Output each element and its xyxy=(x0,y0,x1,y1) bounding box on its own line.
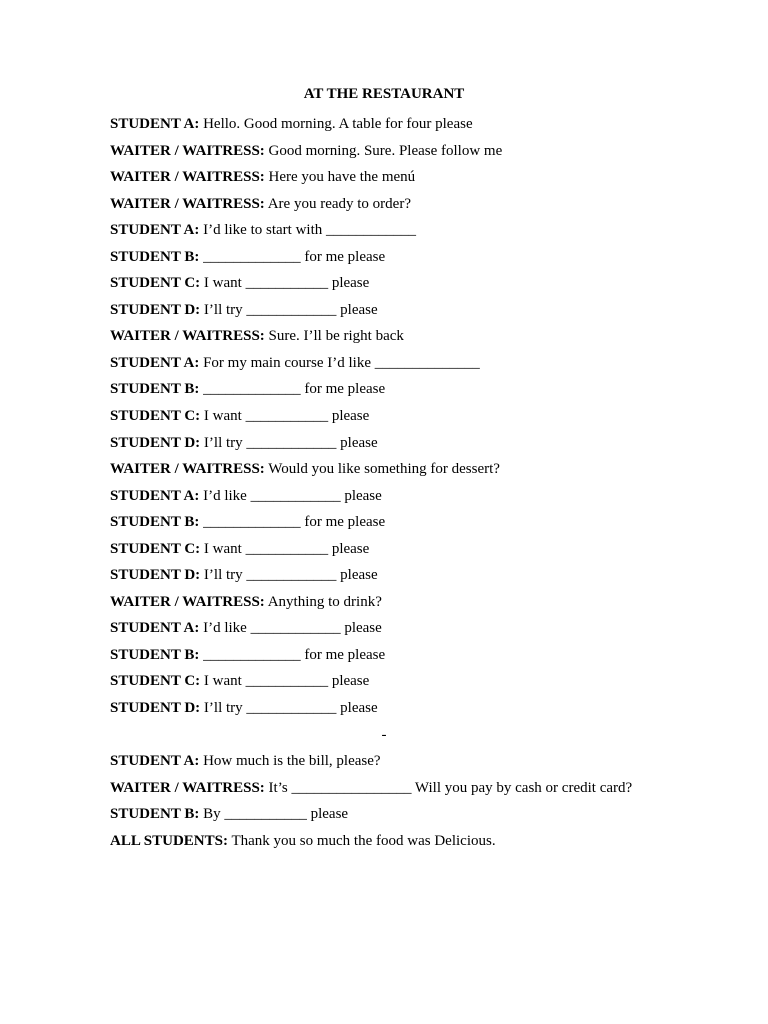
speaker-label: STUDENT A: xyxy=(110,620,200,637)
dialogue-line xyxy=(110,325,730,352)
speaker-label: WAITER / WAITRESS: xyxy=(110,142,265,159)
line-text: Are you ready to order? xyxy=(267,195,411,212)
speaker-label: STUDENT C: xyxy=(110,540,201,557)
line-text: I’d like to start with ____________ xyxy=(203,222,416,239)
speaker-label: STUDENT A: xyxy=(110,116,200,132)
dialogue-line xyxy=(110,485,730,512)
dialogue-line xyxy=(110,219,730,246)
speaker-label: STUDENT A: xyxy=(110,487,200,504)
speaker-label: WAITER / WAITRESS: xyxy=(110,779,265,796)
speaker-label: WAITER / WAITRESS: xyxy=(110,328,265,345)
dialogue-line xyxy=(110,803,730,830)
line-text: I want ___________ please xyxy=(203,540,370,557)
speaker-label: STUDENT A: xyxy=(110,222,200,239)
line-text: Anything to drink? xyxy=(267,593,382,610)
dialogue-line xyxy=(110,830,730,857)
dialogue-line xyxy=(110,670,730,697)
line-text: By ___________ please xyxy=(203,806,349,823)
dialogue-line xyxy=(110,140,730,167)
line-text: _____________ for me please xyxy=(203,248,386,265)
line-text: How much is the bill, please? xyxy=(203,753,381,770)
line-text: Would you like something for dessert? xyxy=(268,461,500,478)
dialogue-line xyxy=(110,777,730,804)
dialogue-line xyxy=(110,458,730,485)
speaker-label: STUDENT B: xyxy=(110,646,200,663)
dialogue-line xyxy=(110,246,730,273)
dialogue-line xyxy=(110,644,730,671)
speaker-label: WAITER / WAITRESS: xyxy=(110,461,265,478)
line-text: Here you have the menú xyxy=(268,169,416,186)
dialogue-line xyxy=(110,193,730,220)
speaker-label: STUDENT D: xyxy=(110,434,201,451)
speaker-label: STUDENT D: xyxy=(110,700,201,717)
line-text: Sure. I’ll be right back xyxy=(268,328,404,345)
dialogue-line xyxy=(110,166,730,193)
line-text: It’s ________________ Will you pay by cash or credit card? xyxy=(268,779,633,796)
dialogue-line xyxy=(110,272,730,299)
speaker-label: STUDENT B: xyxy=(110,514,200,531)
line-text: I’d like ____________ please xyxy=(203,487,382,504)
line-text: Thank you so much the food was Delicious. xyxy=(231,832,496,849)
dialogue-line xyxy=(110,113,730,140)
dialogue-line xyxy=(110,378,730,405)
speaker-label: STUDENT C: xyxy=(110,673,201,690)
speaker-label: STUDENT B: xyxy=(110,381,200,398)
speaker-label: STUDENT A: xyxy=(110,753,200,770)
dialogue-line xyxy=(110,697,730,724)
line-text: I’ll try ____________ please xyxy=(203,567,378,584)
speaker-label: WAITER / WAITRESS: xyxy=(110,169,265,186)
dialogue-line xyxy=(110,724,730,751)
line-text: I’d like ____________ please xyxy=(203,620,382,637)
page-title: AT THE RESTAURANT xyxy=(303,86,465,102)
line-text: I’ll try ____________ please xyxy=(203,700,378,717)
dialogue-line xyxy=(110,564,730,591)
speaker-label: STUDENT C: xyxy=(110,275,201,292)
dialogue-line xyxy=(110,432,730,459)
speaker-label: STUDENT D: xyxy=(110,301,201,318)
dialogue-line xyxy=(110,617,730,644)
line-text: Good morning. Sure. Please follow me xyxy=(268,142,503,159)
dialogue-line xyxy=(110,750,730,777)
speaker-label: WAITER / WAITRESS: xyxy=(110,593,265,610)
speaker-label: WAITER / WAITRESS: xyxy=(110,195,265,212)
line-text: I’ll try ____________ please xyxy=(203,301,378,318)
line-text: _____________ for me please xyxy=(203,514,386,531)
line-text: I want ___________ please xyxy=(203,673,370,690)
speaker-label: STUDENT B: xyxy=(110,248,200,265)
dialogue-line xyxy=(110,299,730,326)
separator-mark: - xyxy=(381,726,387,743)
line-text: I’ll try ____________ please xyxy=(203,434,378,451)
speaker-label: STUDENT D: xyxy=(110,567,201,584)
dialogue-line xyxy=(110,591,730,618)
line-text: For my main course I’d like ______________ xyxy=(203,354,480,371)
speaker-label: STUDENT C: xyxy=(110,408,201,425)
dialogue xyxy=(110,113,730,856)
speaker-label: ALL STUDENTS: xyxy=(110,832,228,849)
line-text: I want ___________ please xyxy=(203,275,370,292)
dialogue-line xyxy=(110,511,730,538)
speaker-label: STUDENT A: xyxy=(110,354,200,371)
dialogue-line xyxy=(110,405,730,432)
line-text: _____________ for me please xyxy=(203,381,386,398)
speaker-label: STUDENT B: xyxy=(110,806,200,823)
line-text: I want ___________ please xyxy=(203,408,370,425)
dialogue-line xyxy=(110,538,730,565)
line-text: _____________ for me please xyxy=(203,646,386,663)
line-text: Hello. Good morning. A table for four please xyxy=(203,116,473,132)
dialogue-line xyxy=(110,352,730,379)
